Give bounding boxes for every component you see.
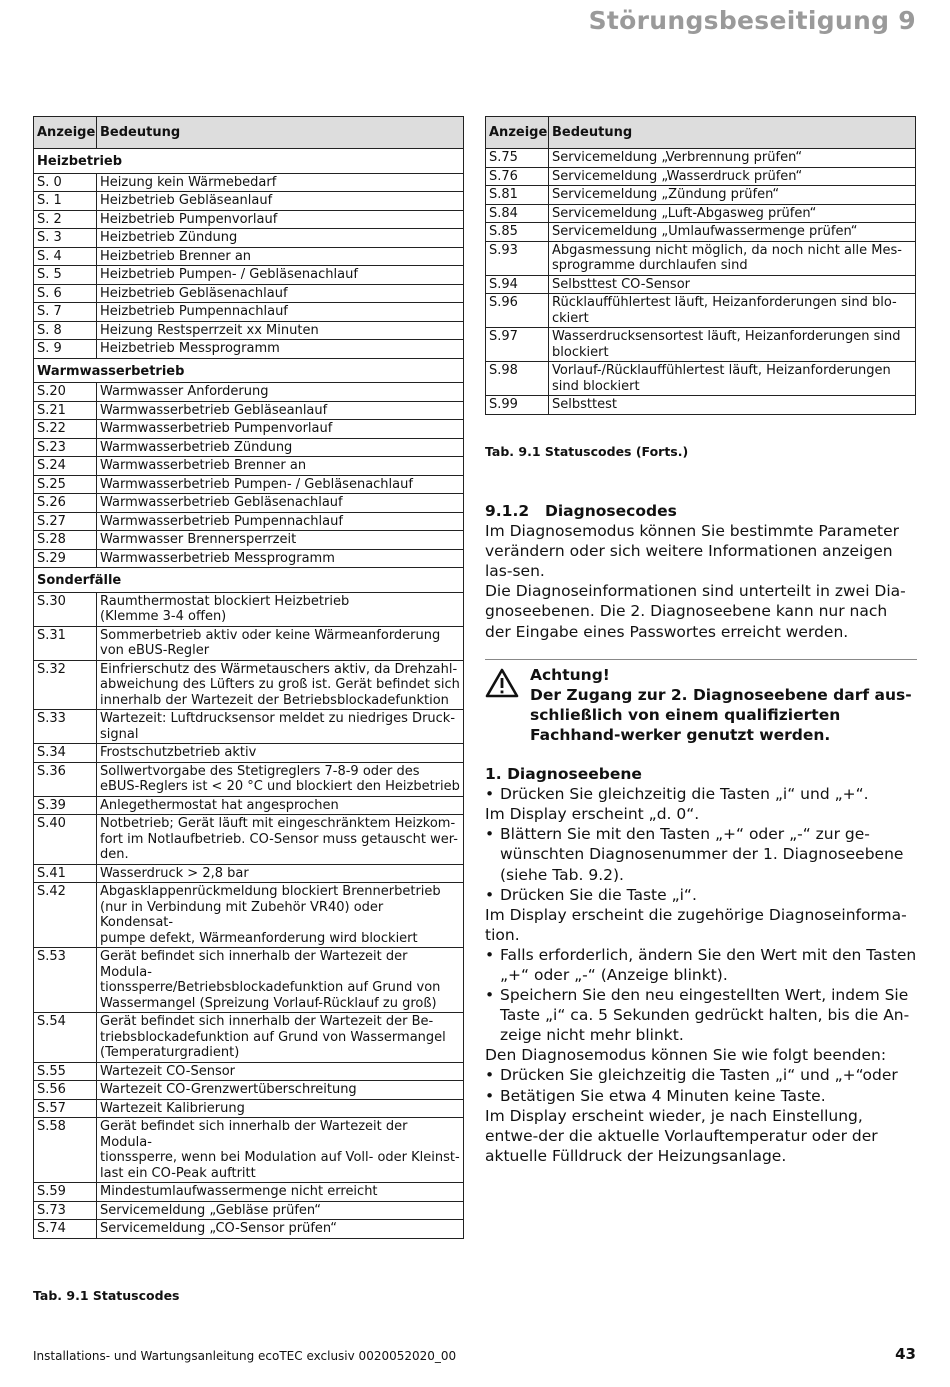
list-item: • Drücken Sie gleichzeitig die Tasten „i“ und „+“oder bbox=[485, 1065, 917, 1085]
section-title: Diagnosecodes bbox=[545, 502, 677, 520]
status-code: S.39 bbox=[34, 796, 97, 815]
table-header-row bbox=[486, 117, 916, 149]
status-code: S. 0 bbox=[34, 173, 97, 192]
list-item: • Blättern Sie mit den Tasten „+“ oder „-“ zur ge-wünschten Diagnosenummer der 1. Diagnoseebene (siehe Tab. 9.2). bbox=[485, 824, 917, 884]
status-meaning: Sollwertvorgabe des Stetigreglers 7-8-9 oder des eBUS-Reglers ist < 20 °C und blockiert den Heizbetrieb bbox=[97, 762, 464, 796]
instruction-list bbox=[485, 945, 917, 1045]
status-code: S. 2 bbox=[34, 210, 97, 229]
table-row bbox=[34, 1118, 464, 1183]
status-code: S.41 bbox=[34, 864, 97, 883]
column-header-code: Anzeige bbox=[486, 117, 549, 149]
status-meaning: Warmwasserbetrieb Brenner an bbox=[97, 457, 464, 476]
table-row bbox=[486, 275, 916, 294]
instruction-list bbox=[485, 1065, 917, 1105]
status-code: S.75 bbox=[486, 149, 549, 168]
status-meaning: Wasserdruck > 2,8 bar bbox=[97, 864, 464, 883]
status-code: S.55 bbox=[34, 1062, 97, 1081]
column-header-meaning: Bedeutung bbox=[97, 117, 464, 149]
table-row bbox=[486, 149, 916, 168]
status-code: S. 7 bbox=[34, 303, 97, 322]
table-row bbox=[34, 626, 464, 660]
table-row bbox=[34, 340, 464, 359]
table-row bbox=[34, 549, 464, 568]
table-row bbox=[486, 328, 916, 362]
table-row bbox=[34, 512, 464, 531]
status-code: S. 6 bbox=[34, 284, 97, 303]
status-meaning: Gerät befindet sich innerhalb der Wartezeit der Modula- tionssperre, wenn bei Modulation auf Voll- oder Kleinst- last ein CO-Peak auftritt bbox=[97, 1118, 464, 1183]
status-meaning: Gerät befindet sich innerhalb der Wartezeit der Modula- tionssperre/Betriebsblockadefunktion auf Grund von Wassermangel (Spreizung Vorlauf-Rücklauf zu groß) bbox=[97, 948, 464, 1013]
paragraph: Im Display erscheint die zugehörige Diagnoseinforma-tion. bbox=[485, 905, 907, 944]
status-meaning: Warmwasser Anforderung bbox=[97, 383, 464, 402]
table-row bbox=[34, 1099, 464, 1118]
status-codes-table-continued bbox=[485, 116, 916, 415]
status-meaning: Heizbetrieb Pumpenvorlauf bbox=[97, 210, 464, 229]
table-row bbox=[34, 531, 464, 550]
status-code: S.57 bbox=[34, 1099, 97, 1118]
status-meaning: Servicemeldung „Gebläse prüfen“ bbox=[97, 1201, 464, 1220]
table-row bbox=[34, 592, 464, 626]
status-meaning: Wartezeit CO-Sensor bbox=[97, 1062, 464, 1081]
status-code: S.96 bbox=[486, 294, 549, 328]
status-code: S.23 bbox=[34, 438, 97, 457]
status-meaning: Servicemeldung „Luft-Abgasweg prüfen“ bbox=[549, 204, 916, 223]
status-meaning: Frostschutzbetrieb aktiv bbox=[97, 744, 464, 763]
status-meaning: Wartezeit CO-Grenzwertüberschreitung bbox=[97, 1081, 464, 1100]
status-meaning: Wartezeit: Luftdrucksensor meldet zu niedriges Druck- signal bbox=[97, 710, 464, 744]
instruction-list bbox=[485, 784, 917, 804]
table-row bbox=[34, 475, 464, 494]
status-meaning: Warmwasserbetrieb Pumpennachlauf bbox=[97, 512, 464, 531]
table-row bbox=[34, 438, 464, 457]
table-row bbox=[34, 864, 464, 883]
column-header-code: Anzeige bbox=[34, 117, 97, 149]
table-row bbox=[34, 1201, 464, 1220]
status-code: S.22 bbox=[34, 420, 97, 439]
status-code: S.85 bbox=[486, 223, 549, 242]
section-label: Warmwasserbetrieb bbox=[34, 358, 464, 383]
list-item: • Falls erforderlich, ändern Sie den Wert mit den Tasten „+“ oder „-“ (Anzeige blinkt). bbox=[485, 945, 917, 985]
status-code: S.20 bbox=[34, 383, 97, 402]
status-meaning: Selbsttest bbox=[549, 396, 916, 415]
paragraph: Den Diagnosemodus können Sie wie folgt beenden: bbox=[485, 1046, 887, 1065]
paragraph: Im Display erscheint wieder, je nach Einstellung, entwe-der die aktuelle Vorlauftemperatur oder der aktuelle Fülldruck der Heizungsanlage. bbox=[485, 1106, 878, 1165]
warning-box bbox=[485, 659, 917, 745]
status-meaning: Vorlauf-/Rücklauffühlertest läuft, Heizanforderungen sind blockiert bbox=[549, 362, 916, 396]
status-code: S.74 bbox=[34, 1220, 97, 1239]
status-meaning: Sommerbetrieb aktiv oder keine Wärmeanforderung von eBUS-Regler bbox=[97, 626, 464, 660]
status-code: S.59 bbox=[34, 1183, 97, 1202]
status-meaning: Warmwasserbetrieb Gebläsenachlauf bbox=[97, 494, 464, 513]
diagnosis-level-heading: 1. Diagnoseebene bbox=[485, 765, 642, 784]
table-row bbox=[34, 192, 464, 211]
table-row bbox=[486, 167, 916, 186]
section-label: Sonderfälle bbox=[34, 568, 464, 593]
table-caption-continued: Tab. 9.1 Statuscodes (Forts.) bbox=[485, 444, 689, 459]
table-row bbox=[486, 362, 916, 396]
table-row bbox=[34, 229, 464, 248]
status-code: S.42 bbox=[34, 883, 97, 948]
table-row bbox=[34, 1183, 464, 1202]
status-code: S.76 bbox=[486, 167, 549, 186]
section-row bbox=[34, 149, 464, 174]
status-code: S.31 bbox=[34, 626, 97, 660]
table-row bbox=[34, 420, 464, 439]
table-row bbox=[34, 266, 464, 285]
table-header-row bbox=[34, 117, 464, 149]
table-row bbox=[34, 284, 464, 303]
status-meaning: Anlegethermostat hat angesprochen bbox=[97, 796, 464, 815]
diagnosis-section bbox=[485, 501, 917, 1166]
list-item: • Drücken Sie die Taste „i“. bbox=[485, 885, 917, 905]
chapter-header: Störungsbeseitigung 9 bbox=[588, 6, 916, 35]
status-meaning: Warmwasserbetrieb Zündung bbox=[97, 438, 464, 457]
status-meaning: Rücklauffühlertest läuft, Heizanforderungen sind blo- ckiert bbox=[549, 294, 916, 328]
section-label: Heizbetrieb bbox=[34, 149, 464, 174]
status-codes-table bbox=[33, 116, 464, 1239]
status-meaning: Warmwasserbetrieb Gebläseanlauf bbox=[97, 401, 464, 420]
table-row bbox=[34, 173, 464, 192]
page-number: 43 bbox=[895, 1345, 916, 1363]
status-code: S. 8 bbox=[34, 321, 97, 340]
status-meaning: Heizbetrieb Pumpennachlauf bbox=[97, 303, 464, 322]
section-heading bbox=[485, 501, 917, 521]
status-code: S. 5 bbox=[34, 266, 97, 285]
section-row bbox=[34, 358, 464, 383]
status-meaning: Servicemeldung „Umlaufwassermenge prüfen“ bbox=[549, 223, 916, 242]
table-row bbox=[486, 204, 916, 223]
status-meaning: Warmwasserbetrieb Pumpen- / Gebläsenachlauf bbox=[97, 475, 464, 494]
status-meaning: Warmwasserbetrieb Pumpenvorlauf bbox=[97, 420, 464, 439]
status-meaning: Servicemeldung „Zündung prüfen“ bbox=[549, 186, 916, 205]
status-code: S.99 bbox=[486, 396, 549, 415]
status-code: S.24 bbox=[34, 457, 97, 476]
status-meaning: Warmwasserbetrieb Messprogramm bbox=[97, 549, 464, 568]
status-code: S.98 bbox=[486, 362, 549, 396]
status-meaning: Heizung Restsperrzeit xx Minuten bbox=[97, 321, 464, 340]
table-row bbox=[34, 1081, 464, 1100]
table-row bbox=[34, 457, 464, 476]
status-code: S.40 bbox=[34, 815, 97, 865]
table-row bbox=[34, 1220, 464, 1239]
table-row bbox=[34, 1062, 464, 1081]
status-code: S.73 bbox=[34, 1201, 97, 1220]
table-row bbox=[34, 948, 464, 1013]
status-code: S. 3 bbox=[34, 229, 97, 248]
status-code: S.93 bbox=[486, 241, 549, 275]
status-code: S.29 bbox=[34, 549, 97, 568]
warning-text: Der Zugang zur 2. Diagnoseebene darf aus-schließlich von einem qualifizierten Fachhand-werker genutzt werden. bbox=[530, 685, 912, 744]
status-meaning: Mindestumlaufwassermenge nicht erreicht bbox=[97, 1183, 464, 1202]
table-row bbox=[486, 396, 916, 415]
status-meaning: Gerät befindet sich innerhalb der Wartezeit der Be- triebsblockadefunktion auf Grund von Wassermangel (Temperaturgradient) bbox=[97, 1013, 464, 1063]
table-row bbox=[34, 762, 464, 796]
status-meaning: Selbsttest CO-Sensor bbox=[549, 275, 916, 294]
status-meaning: Heizbetrieb Zündung bbox=[97, 229, 464, 248]
paragraph: Im Diagnosemodus können Sie bestimmte Parameter verändern oder sich weitere Informationen anzeigen las-sen. bbox=[485, 522, 900, 581]
status-meaning: Notbetrieb; Gerät läuft mit eingeschränktem Heizkom- fort im Notlaufbetrieb. CO-Sensor muss getauscht wer- den. bbox=[97, 815, 464, 865]
table-row bbox=[486, 241, 916, 275]
status-meaning: Heizbetrieb Gebläseanlauf bbox=[97, 192, 464, 211]
list-item: • Drücken Sie gleichzeitig die Tasten „i“ und „+“. bbox=[485, 784, 917, 804]
table-row bbox=[34, 1013, 464, 1063]
status-code: S.53 bbox=[34, 948, 97, 1013]
table-row bbox=[34, 210, 464, 229]
table-row bbox=[34, 494, 464, 513]
status-meaning: Heizbetrieb Pumpen- / Gebläsenachlauf bbox=[97, 266, 464, 285]
paragraph: Im Display erscheint „d. 0“. bbox=[485, 805, 700, 824]
status-code: S. 1 bbox=[34, 192, 97, 211]
status-code: S.25 bbox=[34, 475, 97, 494]
table-row bbox=[34, 815, 464, 865]
status-meaning: Heizbetrieb Gebläsenachlauf bbox=[97, 284, 464, 303]
status-code: S.33 bbox=[34, 710, 97, 744]
status-meaning: Servicemeldung „Wasserdruck prüfen“ bbox=[549, 167, 916, 186]
table-row bbox=[486, 186, 916, 205]
status-meaning: Abgasklappenrückmeldung blockiert Brennerbetrieb (nur in Verbindung mit Zubehör VR40) oder Kondensat- pumpe defekt, Wärmeanforderung wird blockiert bbox=[97, 883, 464, 948]
status-meaning: Wasserdrucksensortest läuft, Heizanforderungen sind blockiert bbox=[549, 328, 916, 362]
table-row bbox=[486, 294, 916, 328]
section-number: 9.1.2 bbox=[485, 502, 530, 520]
table-row bbox=[34, 660, 464, 710]
status-code: S.27 bbox=[34, 512, 97, 531]
status-code: S.36 bbox=[34, 762, 97, 796]
table-row bbox=[34, 303, 464, 322]
status-code: S.97 bbox=[486, 328, 549, 362]
status-meaning: Abgasmessung nicht möglich, da noch nicht alle Mes- sprogramme durchlaufen sind bbox=[549, 241, 916, 275]
status-meaning: Servicemeldung „Verbrennung prüfen“ bbox=[549, 149, 916, 168]
column-header-meaning: Bedeutung bbox=[549, 117, 916, 149]
section-row bbox=[34, 568, 464, 593]
status-meaning: Warmwasser Brennersperrzeit bbox=[97, 531, 464, 550]
list-item: • Betätigen Sie etwa 4 Minuten keine Taste. bbox=[485, 1086, 917, 1106]
status-code: S. 4 bbox=[34, 247, 97, 266]
status-code: S.28 bbox=[34, 531, 97, 550]
status-code: S.21 bbox=[34, 401, 97, 420]
table-row bbox=[34, 883, 464, 948]
status-meaning: Raumthermostat blockiert Heizbetrieb (Klemme 3-4 offen) bbox=[97, 592, 464, 626]
paragraph: Die Diagnoseinformationen sind unterteilt in zwei Dia-gnoseebenen. Die 2. Diagnoseebene kann nur nach der Eingabe eines Passwortes erreicht werden. bbox=[485, 582, 906, 641]
table-row bbox=[34, 744, 464, 763]
table-row bbox=[34, 401, 464, 420]
status-code: S.58 bbox=[34, 1118, 97, 1183]
status-code: S.94 bbox=[486, 275, 549, 294]
table-row bbox=[34, 710, 464, 744]
table-caption: Tab. 9.1 Statuscodes bbox=[33, 1288, 180, 1303]
table-row bbox=[486, 223, 916, 242]
instruction-list bbox=[485, 824, 917, 904]
status-meaning: Heizung kein Wärmebedarf bbox=[97, 173, 464, 192]
status-meaning: Einfrierschutz des Wärmetauschers aktiv, da Drehzahl- abweichung des Lüfters zu groß ist. Gerät befindet sich innerhalb der Wartezeit der Betriebsblockadefunktion bbox=[97, 660, 464, 710]
status-code: S. 9 bbox=[34, 340, 97, 359]
warning-title: Achtung! bbox=[530, 665, 610, 684]
footer-document-title: Installations- und Wartungsanleitung ecoTEC exclusiv 0020052020_00 bbox=[33, 1349, 457, 1363]
status-meaning: Wartezeit Kalibrierung bbox=[97, 1099, 464, 1118]
status-code: S.26 bbox=[34, 494, 97, 513]
table-row bbox=[34, 383, 464, 402]
list-item: • Speichern Sie den neu eingestellten Wert, indem Sie Taste „i“ ca. 5 Sekunden gedrückt halten, bis die An-zeige nicht mehr blinkt. bbox=[485, 985, 917, 1045]
status-code: S.84 bbox=[486, 204, 549, 223]
status-code: S.81 bbox=[486, 186, 549, 205]
table-row bbox=[34, 321, 464, 340]
status-meaning: Servicemeldung „CO-Sensor prüfen“ bbox=[97, 1220, 464, 1239]
status-meaning: Heizbetrieb Brenner an bbox=[97, 247, 464, 266]
status-code: S.56 bbox=[34, 1081, 97, 1100]
status-code: S.32 bbox=[34, 660, 97, 710]
status-code: S.54 bbox=[34, 1013, 97, 1063]
warning-triangle-icon bbox=[485, 668, 519, 698]
status-meaning: Heizbetrieb Messprogramm bbox=[97, 340, 464, 359]
table-row bbox=[34, 796, 464, 815]
status-code: S.34 bbox=[34, 744, 97, 763]
table-row bbox=[34, 247, 464, 266]
status-code: S.30 bbox=[34, 592, 97, 626]
